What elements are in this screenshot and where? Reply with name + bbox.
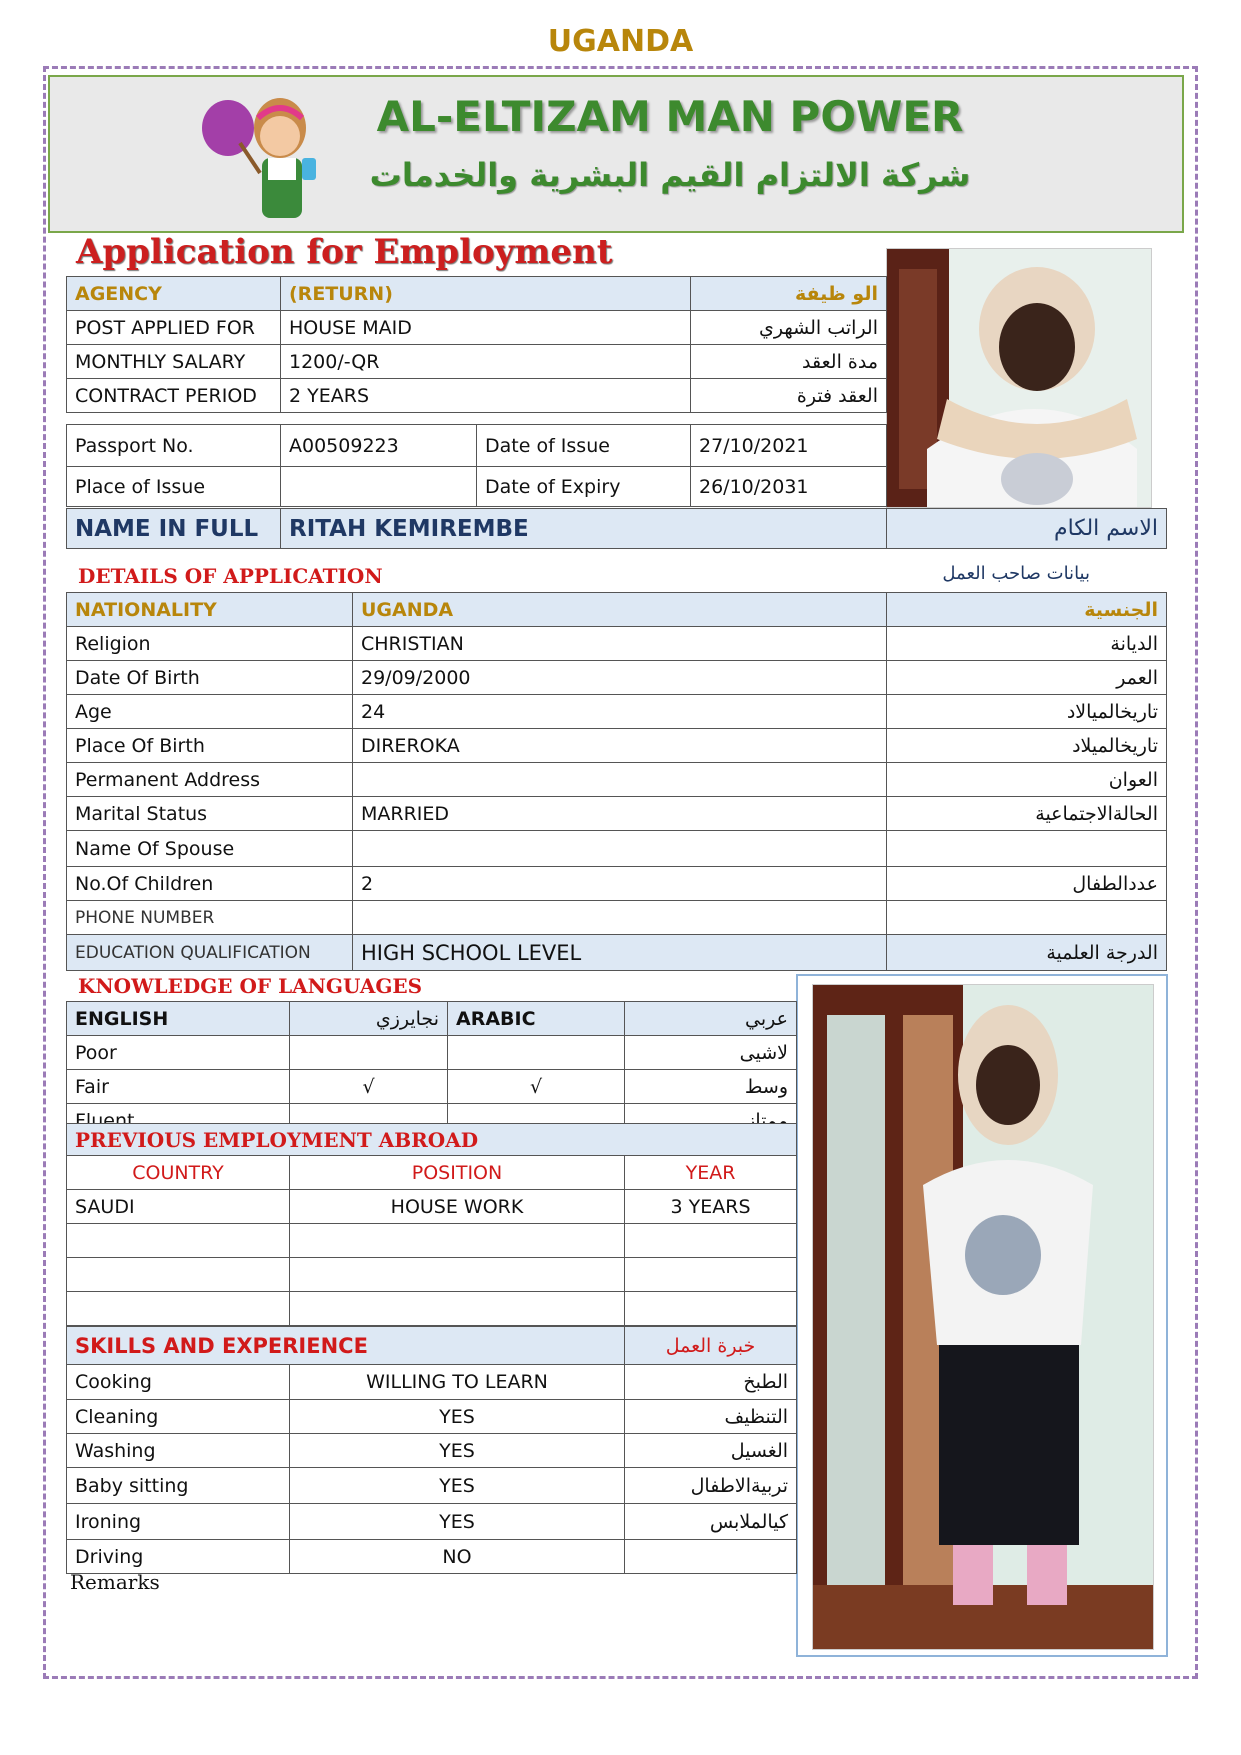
detail-value <box>353 763 887 797</box>
detail-label-ar: تاريخالميالاد <box>887 695 1167 729</box>
job-row <box>67 311 887 345</box>
skill-label-ar: التنظيف <box>625 1400 797 1434</box>
full-name: RITAH KEMIREMBE <box>281 509 887 549</box>
full-name-label: NAME IN FULL <box>67 509 281 549</box>
language-level-ar: ممتاز <box>625 1104 797 1138</box>
language-level: Poor <box>67 1036 290 1070</box>
skills-title-ar: خبرة العمل <box>625 1327 797 1365</box>
arabic-header: ARABIC <box>448 1002 625 1036</box>
education-value: HIGH SCHOOL LEVEL <box>353 935 887 971</box>
detail-value: 24 <box>353 695 887 729</box>
english-header: ENGLISH <box>67 1002 290 1036</box>
expiry-date: 26/10/2031 <box>691 467 887 507</box>
skill-value: YES <box>290 1468 625 1504</box>
detail-label: No.Of Children <box>67 867 353 901</box>
company-name-ar: شركة الالتزام القيم البشرية والخدمات <box>369 156 971 194</box>
country-header: COUNTRY <box>67 1156 290 1190</box>
employment-year <box>625 1224 797 1258</box>
detail-value <box>353 901 887 935</box>
detail-label-ar <box>887 901 1167 935</box>
english-mark: √ <box>290 1070 448 1104</box>
name-table <box>66 508 1167 549</box>
detail-label: Age <box>67 695 353 729</box>
detail-label-ar <box>887 831 1167 867</box>
remarks-label: Remarks <box>70 1570 160 1594</box>
issue-date: 27/10/2021 <box>691 425 887 467</box>
passport-no: A00509223 <box>281 425 477 467</box>
language-level-ar: لاشيى <box>625 1036 797 1070</box>
detail-value <box>353 831 887 867</box>
detail-value: DIREROKA <box>353 729 887 763</box>
job-row <box>67 379 887 413</box>
detail-label: Religion <box>67 627 353 661</box>
skill-label-ar: الطبخ <box>625 1365 797 1400</box>
skill-label: Cleaning <box>67 1400 290 1434</box>
job-value: 1200/-QR <box>281 345 691 379</box>
detail-label: Marital Status <box>67 797 353 831</box>
employment-title: PREVIOUS EMPLOYMENT ABROAD <box>67 1124 797 1156</box>
arabic-header-ar: عربي <box>625 1002 797 1036</box>
detail-label: Place Of Birth <box>67 729 353 763</box>
job-label-ar: العقد فترة <box>691 379 887 413</box>
detail-value: 29/09/2000 <box>353 661 887 695</box>
employment-position <box>290 1224 625 1258</box>
employment-year <box>625 1292 797 1326</box>
details-table <box>66 592 1167 971</box>
portrait-photo <box>886 248 1152 508</box>
employment-year: 3 YEARS <box>625 1190 797 1224</box>
languages-title: KNOWLEDGE OF LANGUAGES <box>78 974 423 998</box>
english-header-ar: نجايرزي <box>290 1002 448 1036</box>
issue-date-label: Date of Issue <box>477 425 691 467</box>
detail-value: CHRISTIAN <box>353 627 887 661</box>
nationality-label-ar: الجنسية <box>887 593 1167 627</box>
detail-label-ar: العوان <box>887 763 1167 797</box>
employment-country <box>67 1224 290 1258</box>
employment-position: HOUSE WORK <box>290 1190 625 1224</box>
country-heading: UGANDA <box>547 24 694 59</box>
expiry-date-label: Date of Expiry <box>477 467 691 507</box>
year-header: YEAR <box>625 1156 797 1190</box>
job-value: 2 YEARS <box>281 379 691 413</box>
detail-label: Date Of Birth <box>67 661 353 695</box>
nationality-value: UGANDA <box>353 593 887 627</box>
details-title-ar: بيانات صاحب العمل <box>942 563 1090 584</box>
skill-label: Driving <box>67 1540 290 1574</box>
employment-country: SAUDI <box>67 1190 290 1224</box>
language-level: Fluent <box>67 1104 290 1138</box>
skill-label: Baby sitting <box>67 1468 290 1504</box>
skill-label: Cooking <box>67 1365 290 1400</box>
place-of-issue-label: Place of Issue <box>67 467 281 507</box>
skills-table <box>66 1326 797 1574</box>
passport-no-label: Passport No. <box>67 425 281 467</box>
employment-year <box>625 1258 797 1292</box>
detail-label: Name Of Spouse <box>67 831 353 867</box>
english-mark <box>290 1036 448 1070</box>
place-of-issue <box>281 467 477 507</box>
full-body-photo <box>812 984 1154 1650</box>
skill-label-ar: الغسيل <box>625 1434 797 1468</box>
skill-label: Washing <box>67 1434 290 1468</box>
education-label: EDUCATION QUALIFICATION <box>67 935 353 971</box>
details-title: DETAILS OF APPLICATION <box>78 564 383 588</box>
job-label-ar: الراتب الشهري <box>691 311 887 345</box>
language-level: Fair <box>67 1070 290 1104</box>
position-header: POSITION <box>290 1156 625 1190</box>
employment-position <box>290 1292 625 1326</box>
arabic-mark: √ <box>448 1070 625 1104</box>
job-value: HOUSE MAID <box>281 311 691 345</box>
languages-table <box>66 1001 797 1138</box>
detail-label: PHONE NUMBER <box>67 901 353 935</box>
job-label: CONTRACT PERIOD <box>67 379 281 413</box>
skill-value: YES <box>290 1434 625 1468</box>
skill-value: WILLING TO LEARN <box>290 1365 625 1400</box>
employment-position <box>290 1258 625 1292</box>
employment-country <box>67 1258 290 1292</box>
arabic-mark <box>448 1036 625 1070</box>
job-label: POST APPLIED FOR <box>67 311 281 345</box>
application-title: Application for Employment <box>76 232 613 272</box>
skill-value: YES <box>290 1400 625 1434</box>
detail-label-ar: العمر <box>887 661 1167 695</box>
full-name-label-ar: الاسم الكام <box>887 509 1167 549</box>
skill-label-ar: تربيةالاطفال <box>625 1468 797 1504</box>
skills-title: SKILLS AND EXPERIENCE <box>67 1327 625 1365</box>
skill-label-ar: كيالملابس <box>625 1504 797 1540</box>
skill-label: Ironing <box>67 1504 290 1540</box>
company-name-en: AL-ELTIZAM MAN POWER <box>376 92 964 141</box>
passport-table <box>66 424 887 507</box>
skill-value: NO <box>290 1540 625 1574</box>
agency-value: (RETURN) <box>281 277 691 311</box>
detail-label-ar: عددالطفال <box>887 867 1167 901</box>
detail-value: MARRIED <box>353 797 887 831</box>
language-level-ar: وسط <box>625 1070 797 1104</box>
nationality-label: NATIONALITY <box>67 593 353 627</box>
employment-table <box>66 1123 797 1326</box>
agency-label: AGENCY <box>67 277 281 311</box>
detail-label-ar: الحالةالاجتماعية <box>887 797 1167 831</box>
job-label-ar: مدة العقد <box>691 345 887 379</box>
job-row <box>67 345 887 379</box>
detail-label-ar: الديانة <box>887 627 1167 661</box>
agency-label-ar: الو ظيفة <box>691 277 887 311</box>
detail-label: Permanent Address <box>67 763 353 797</box>
skill-value: YES <box>290 1504 625 1540</box>
employment-country <box>67 1292 290 1326</box>
detail-value: 2 <box>353 867 887 901</box>
job-label: MONTHLY SALARY <box>67 345 281 379</box>
detail-label-ar: تاريخالميلاد <box>887 729 1167 763</box>
education-label-ar: الدرجة العلمية <box>887 935 1167 971</box>
skill-label-ar <box>625 1540 797 1574</box>
job-table <box>66 276 887 413</box>
